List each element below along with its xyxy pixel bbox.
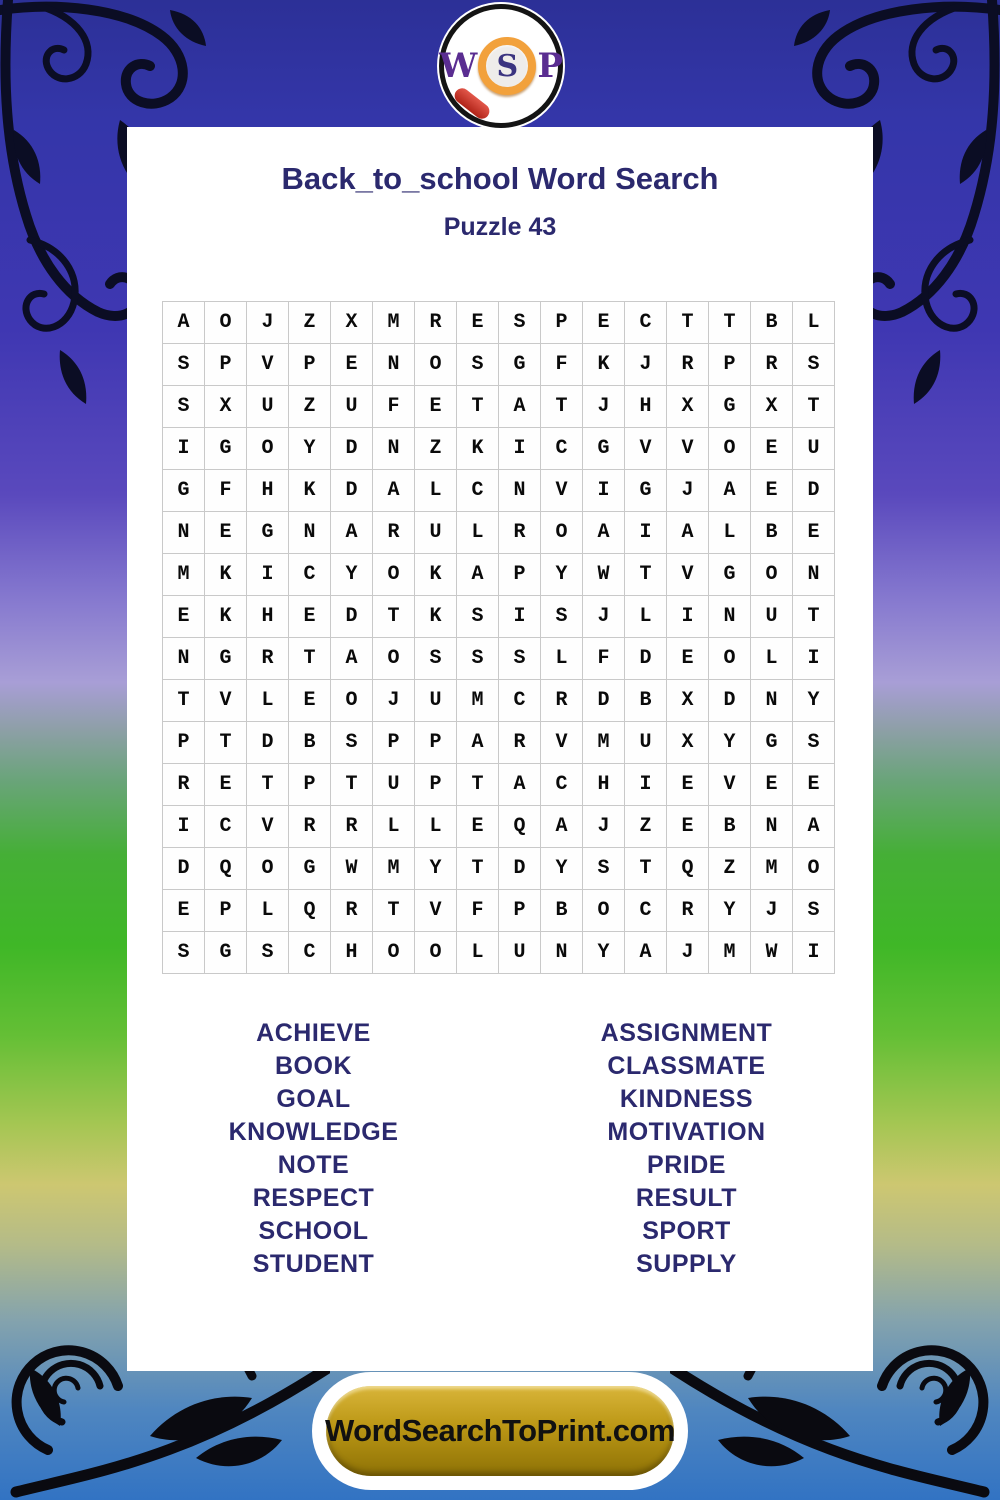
footer-button-halo [312,1372,688,1490]
grid-cell: N [751,680,792,721]
grid-cell: E [793,764,834,805]
grid-cell: E [751,470,792,511]
grid-cell: B [289,722,330,763]
grid-cell: O [415,344,456,385]
grid-cell: E [289,596,330,637]
grid-cell: E [163,890,204,931]
word-list-item: PRIDE [647,1151,726,1179]
word-list-right-column [500,1017,873,1281]
grid-cell: S [457,596,498,637]
magnifier-lens-icon [478,37,536,95]
wsp-logo-ring [439,4,563,128]
grid-cell: Y [709,890,750,931]
word-list-item: MOTIVATION [607,1118,766,1146]
grid-cell: G [625,470,666,511]
grid-cell: I [163,428,204,469]
grid-cell: Y [793,680,834,721]
grid-cell: E [205,512,246,553]
puzzle-card [127,127,873,1371]
grid-cell: G [289,848,330,889]
grid-cell: G [709,386,750,427]
grid-cell: I [625,764,666,805]
grid-cell: J [583,806,624,847]
grid-cell: P [289,764,330,805]
grid-cell: S [793,890,834,931]
grid-cell: F [373,386,414,427]
grid-cell: L [457,512,498,553]
word-list [127,1017,873,1281]
grid-cell: E [331,344,372,385]
grid-cell: T [289,638,330,679]
grid-cell: M [583,722,624,763]
grid-cell: T [457,848,498,889]
grid-cell: N [373,344,414,385]
grid-cell: R [499,722,540,763]
grid-cell: C [289,932,330,973]
grid-cell: K [457,428,498,469]
grid-cell: Y [709,722,750,763]
word-list-item: SPORT [642,1217,731,1245]
grid-cell: J [667,470,708,511]
grid-cell: A [793,806,834,847]
grid-cell: N [289,512,330,553]
word-list-item: BOOK [275,1052,352,1080]
logo-letter-s: S [496,48,519,84]
word-list-item: NOTE [277,1151,350,1179]
grid-cell: L [415,470,456,511]
grid-cell: V [205,680,246,721]
grid-cell: T [205,722,246,763]
grid-cell: P [373,722,414,763]
grid-cell: D [163,848,204,889]
grid-cell: T [331,764,372,805]
grid-cell: P [163,722,204,763]
word-list-item: RESULT [635,1184,738,1212]
grid-cell: X [667,386,708,427]
grid-cell: D [709,680,750,721]
grid-cell: C [499,680,540,721]
grid-cell: V [709,764,750,805]
grid-cell: N [709,596,750,637]
grid-cell: E [289,680,330,721]
grid-cell: U [415,680,456,721]
word-list-item: GOAL [276,1085,351,1113]
word-list-item: ASSIGNMENT [600,1019,773,1047]
grid-cell: R [415,302,456,343]
grid-cell: T [709,302,750,343]
grid-cell: F [457,890,498,931]
grid-cell: G [205,932,246,973]
grid-cell: T [625,848,666,889]
grid-cell: X [205,386,246,427]
grid-cell: C [541,764,582,805]
grid-cell: E [667,638,708,679]
grid-cell: Y [583,932,624,973]
grid-cell: K [205,554,246,595]
grid-cell: E [457,806,498,847]
grid-cell: S [457,638,498,679]
grid-cell: S [793,344,834,385]
grid-cell: S [247,932,288,973]
grid-cell: K [415,596,456,637]
grid-cell: L [457,932,498,973]
grid-cell: R [163,764,204,805]
grid-cell: A [331,638,372,679]
grid-cell: I [583,470,624,511]
grid-cell: R [751,344,792,385]
grid-cell: C [289,554,330,595]
grid-cell: A [331,512,372,553]
grid-cell: N [499,470,540,511]
grid-cell: T [793,596,834,637]
grid-cell: C [625,890,666,931]
grid-cell: I [793,932,834,973]
grid-cell: Q [205,848,246,889]
grid-cell: G [163,470,204,511]
grid-cell: J [667,932,708,973]
grid-cell: J [373,680,414,721]
grid-cell: R [331,890,372,931]
grid-cell: H [247,470,288,511]
grid-cell: X [667,680,708,721]
grid-cell: S [415,638,456,679]
grid-cell: S [163,932,204,973]
grid-cell: V [541,722,582,763]
grid-cell: O [583,890,624,931]
grid-cell: U [751,596,792,637]
grid-cell: G [205,638,246,679]
grid-cell: M [373,302,414,343]
grid-cell: B [625,680,666,721]
grid-cell: I [793,638,834,679]
grid-cell: D [499,848,540,889]
grid-cell: P [499,890,540,931]
grid-cell: Y [331,554,372,595]
grid-cell: S [499,302,540,343]
grid-cell: O [331,680,372,721]
grid-cell: U [415,512,456,553]
grid-cell: E [205,764,246,805]
word-list-item: SUPPLY [636,1250,737,1278]
grid-cell: A [499,386,540,427]
grid-cell: L [247,890,288,931]
grid-cell: A [667,512,708,553]
grid-cell: R [331,806,372,847]
grid-cell: O [709,428,750,469]
grid-cell: D [331,596,372,637]
grid-cell: O [751,554,792,595]
grid-cell: A [457,554,498,595]
grid-cell: R [289,806,330,847]
grid-cell: P [415,722,456,763]
grid-cell: S [499,638,540,679]
grid-cell: U [331,386,372,427]
grid-cell: P [289,344,330,385]
grid-cell: O [709,638,750,679]
grid-cell: U [625,722,666,763]
grid-cell: F [205,470,246,511]
grid-cell: G [751,722,792,763]
grid-cell: E [457,302,498,343]
grid-cell: D [331,470,372,511]
grid-cell: O [373,932,414,973]
grid-cell: G [205,428,246,469]
grid-cell: D [247,722,288,763]
grid-cell: P [205,344,246,385]
grid-cell: R [667,890,708,931]
grid-cell: U [247,386,288,427]
grid-cell: C [457,470,498,511]
grid-cell: I [499,596,540,637]
grid-cell: D [331,428,372,469]
grid-cell: V [625,428,666,469]
grid-cell: T [457,764,498,805]
word-list-item: SCHOOL [258,1217,369,1245]
grid-cell: E [751,764,792,805]
grid-cell: R [373,512,414,553]
grid-cell: T [163,680,204,721]
word-list-item: KINDNESS [619,1085,754,1113]
grid-cell: D [793,470,834,511]
word-list-item: STUDENT [252,1250,375,1278]
grid-cell: P [541,302,582,343]
grid-cell: J [583,386,624,427]
grid-cell: B [751,302,792,343]
grid-cell: H [625,386,666,427]
grid-cell: X [667,722,708,763]
grid-cell: N [541,932,582,973]
grid-cell: G [247,512,288,553]
grid-cell: E [751,428,792,469]
grid-cell: H [583,764,624,805]
grid-cell: H [247,596,288,637]
grid-cell: O [373,554,414,595]
grid-cell: T [541,386,582,427]
grid-cell: T [667,302,708,343]
grid-cell: K [583,344,624,385]
grid-cell: S [457,344,498,385]
grid-cell: A [541,806,582,847]
grid-cell: L [709,512,750,553]
grid-cell: H [331,932,372,973]
grid-cell: E [583,302,624,343]
grid-cell: R [667,344,708,385]
grid-cell: K [415,554,456,595]
grid-cell: O [541,512,582,553]
grid-cell: I [247,554,288,595]
grid-cell: S [583,848,624,889]
grid-cell: S [331,722,372,763]
logo-letter-p: P [537,46,563,86]
grid-cell: L [625,596,666,637]
grid-cell: T [373,890,414,931]
grid-cell: A [709,470,750,511]
grid-cell: U [793,428,834,469]
grid-cell: G [499,344,540,385]
grid-cell: L [373,806,414,847]
grid-cell: P [499,554,540,595]
grid-cell: B [541,890,582,931]
word-list-item: ACHIEVE [256,1019,371,1047]
grid-cell: N [163,638,204,679]
grid-cell: T [373,596,414,637]
grid-cell: Y [541,848,582,889]
grid-cell: S [163,386,204,427]
letter-grid [162,301,835,974]
grid-cell: E [415,386,456,427]
grid-cell: Q [667,848,708,889]
grid-cell: E [793,512,834,553]
grid-cell: V [247,344,288,385]
grid-cell: Z [415,428,456,469]
grid-cell: X [751,386,792,427]
grid-cell: A [583,512,624,553]
grid-cell: Q [499,806,540,847]
grid-cell: K [289,470,330,511]
grid-cell: D [625,638,666,679]
grid-cell: O [205,302,246,343]
grid-cell: Z [625,806,666,847]
grid-cell: F [583,638,624,679]
grid-cell: V [541,470,582,511]
grid-cell: P [205,890,246,931]
grid-cell: U [373,764,414,805]
grid-cell: D [583,680,624,721]
grid-cell: N [751,806,792,847]
grid-cell: A [163,302,204,343]
grid-cell: K [205,596,246,637]
grid-cell: J [751,890,792,931]
grid-cell: T [247,764,288,805]
grid-cell: Z [289,302,330,343]
grid-cell: C [625,302,666,343]
grid-cell: I [163,806,204,847]
grid-cell: M [163,554,204,595]
grid-cell: G [583,428,624,469]
grid-cell: E [667,806,708,847]
grid-cell: O [415,932,456,973]
grid-cell: A [457,722,498,763]
grid-cell: A [499,764,540,805]
puzzle-title: Back_to_school Word Search [281,161,719,196]
grid-cell: P [709,344,750,385]
grid-cell: O [247,848,288,889]
word-list-item: KNOWLEDGE [228,1118,399,1146]
grid-cell: W [583,554,624,595]
grid-cell: L [415,806,456,847]
grid-cell: V [667,554,708,595]
grid-cell: A [625,932,666,973]
grid-cell: V [247,806,288,847]
grid-cell: L [247,680,288,721]
logo-letter-w: W [439,46,478,86]
grid-cell: Y [415,848,456,889]
grid-cell: M [709,932,750,973]
grid-cell: R [247,638,288,679]
grid-cell: W [751,932,792,973]
grid-cell: U [499,932,540,973]
grid-cell: M [457,680,498,721]
grid-cell: L [751,638,792,679]
grid-cell: Q [289,890,330,931]
grid-cell: G [709,554,750,595]
grid-cell: T [457,386,498,427]
grid-cell: O [247,428,288,469]
grid-cell: J [583,596,624,637]
grid-cell: I [625,512,666,553]
grid-cell: O [793,848,834,889]
word-list-item: RESPECT [252,1184,375,1212]
grid-cell: N [373,428,414,469]
grid-cell: L [541,638,582,679]
grid-cell: B [709,806,750,847]
grid-cell: J [247,302,288,343]
grid-cell: V [667,428,708,469]
grid-cell: S [541,596,582,637]
grid-cell: X [331,302,372,343]
grid-cell: A [373,470,414,511]
grid-cell: I [667,596,708,637]
grid-cell: S [793,722,834,763]
grid-cell: R [541,680,582,721]
grid-cell: Y [289,428,330,469]
grid-cell: Y [541,554,582,595]
grid-cell: S [163,344,204,385]
grid-cell: R [499,512,540,553]
grid-cell: T [625,554,666,595]
word-list-item: CLASSMATE [607,1052,766,1080]
wordsearchtoprint-button[interactable]: WordSearchToPrint.com [326,1386,674,1476]
puzzle-number: Puzzle 43 [443,213,557,241]
grid-cell: B [751,512,792,553]
grid-cell: N [793,554,834,595]
grid-cell: I [499,428,540,469]
grid-cell: E [667,764,708,805]
wsp-logo [437,2,565,130]
grid-cell: M [751,848,792,889]
grid-cell: C [541,428,582,469]
grid-cell: N [163,512,204,553]
grid-cell: Z [709,848,750,889]
grid-cell: M [373,848,414,889]
grid-cell: T [793,386,834,427]
grid-cell: W [331,848,372,889]
grid-cell: P [415,764,456,805]
grid-cell: L [793,302,834,343]
grid-cell: V [415,890,456,931]
grid-cell: Z [289,386,330,427]
grid-cell: F [541,344,582,385]
grid-cell: E [163,596,204,637]
grid-cell: O [373,638,414,679]
grid-cell: J [625,344,666,385]
grid-cell: C [205,806,246,847]
word-list-left-column [127,1017,500,1281]
